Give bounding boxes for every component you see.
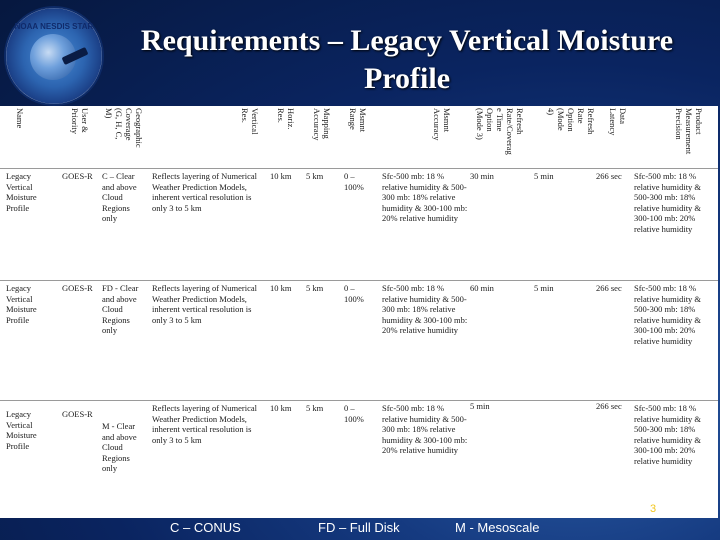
cell-name: Legacy Vertical Moisture Profile: [6, 409, 37, 451]
cell-horiz-res: 10 km: [270, 283, 292, 293]
cell-user: GOES-R: [62, 409, 93, 419]
cell-name: Legacy Vertical Moisture Profile: [6, 283, 37, 325]
header-mapping-accuracy: Mapping Accuracy: [312, 108, 332, 141]
cell-user: GOES-R: [62, 283, 93, 293]
cell-refresh4: 5 min: [534, 171, 554, 181]
cell-refresh3: 5 min: [470, 401, 490, 411]
cell-coverage: C – Clear and above Cloud Regions only: [102, 171, 137, 223]
cell-accuracy: Sfc-500 mb: 18 % relative humidity & 500-300 mb: 18% relative humidity & 300-100 mb: 20% relative humidity: [382, 403, 468, 455]
cell-mapping: 5 km: [306, 403, 324, 413]
table-header: [0, 106, 718, 166]
table-row: [0, 280, 718, 391]
noaa-nesdis-star-logo: [4, 6, 104, 106]
cell-latency: 266 sec: [596, 171, 622, 181]
cell-range: 0 – 100%: [344, 283, 364, 304]
cell-accuracy: Sfc-500 mb: 18 % relative humidity & 500-300 mb: 18% relative humidity & 300-100 mb: 20% relative humidity: [382, 171, 468, 223]
cell-vertical-res: Reflects layering of Numerical Weather Prediction Models, inherent vertical resolution is only 3 to 5 km: [152, 283, 258, 325]
page-title: Requirements – Legacy Vertical Moisture Profile: [140, 24, 674, 95]
cell-range: 0 – 100%: [344, 403, 364, 424]
header-name: Name: [15, 108, 25, 129]
cell-precision: Sfc-500 mb: 18 % relative humidity & 500-300 mb: 18% relative humidity & 300-100 mb: 20% relative humidity: [634, 403, 702, 466]
legend-full-disk: FD – Full Disk: [318, 520, 400, 535]
legend-mesoscale: M - Mesoscale: [455, 520, 540, 535]
cell-horiz-res: 10 km: [270, 403, 292, 413]
cell-precision: Sfc-500 mb: 18 % relative humidity & 500-300 mb: 18% relative humidity & 300-100 mb: 20% relative humidity: [634, 283, 702, 346]
header-precision: Product Measurement Precision: [674, 108, 704, 155]
cell-coverage: FD - Clear and above Cloud Regions only: [102, 283, 139, 335]
cell-refresh3: 30 min: [470, 171, 494, 181]
cell-name: Legacy Vertical Moisture Profile: [6, 171, 37, 213]
cell-vertical-res: Reflects layering of Numerical Weather Prediction Models, inherent vertical resolution is only 3 to 5 km: [152, 403, 258, 445]
cell-coverage: M - Clear and above Cloud Regions only: [102, 421, 137, 473]
header-coverage: Geographic Coverage (G, H, C, M): [104, 108, 144, 148]
footer-legend: [0, 518, 720, 540]
header-msmnt-accuracy: Msmnt Accuracy: [432, 108, 452, 141]
header-refresh-mode4: Refresh Rate Option (Mode 4): [546, 108, 596, 135]
requirements-table: [0, 106, 718, 518]
header-data-latency: Data Latency: [608, 108, 628, 136]
header-vertical-res: Vertical Res.: [240, 108, 260, 135]
page-number: 3: [650, 503, 657, 515]
table-row: [0, 168, 718, 281]
cell-refresh4: 5 min: [534, 283, 554, 293]
cell-mapping: 5 km: [306, 283, 324, 293]
legend-conus: C – CONUS: [170, 520, 241, 535]
logo-text: NOAA NESDIS STAR: [14, 22, 94, 31]
cell-range: 0 – 100%: [344, 171, 364, 192]
cell-latency: 266 sec: [596, 401, 622, 411]
cell-mapping: 5 km: [306, 171, 324, 181]
cell-vertical-res: Reflects layering of Numerical Weather Prediction Models, inherent vertical resolution is only 3 to 5 km: [152, 171, 258, 213]
cell-precision: Sfc-500 mb: 18 % relative humidity & 500-300 mb: 18% relative humidity & 300-100 mb: 20% relative humidity: [634, 171, 702, 234]
cell-horiz-res: 10 km: [270, 171, 292, 181]
header-refresh-mode3: Refresh Rate/Coverag e Time Option (Mode 3): [475, 108, 525, 155]
cell-latency: 266 sec: [596, 283, 622, 293]
header-msmnt-range: Msmnt Range: [348, 108, 368, 133]
cell-user: GOES-R: [62, 171, 93, 181]
cell-refresh3: 60 min: [470, 283, 494, 293]
header-user-priority: User & Priority: [70, 108, 90, 134]
cell-accuracy: Sfc-500 mb: 18 % relative humidity & 500-300 mb: 18% relative humidity & 300-100 mb: 20% relative humidity: [382, 283, 468, 335]
header-horiz-res: Horiz. Res.: [276, 108, 296, 130]
table-row: [0, 400, 718, 519]
